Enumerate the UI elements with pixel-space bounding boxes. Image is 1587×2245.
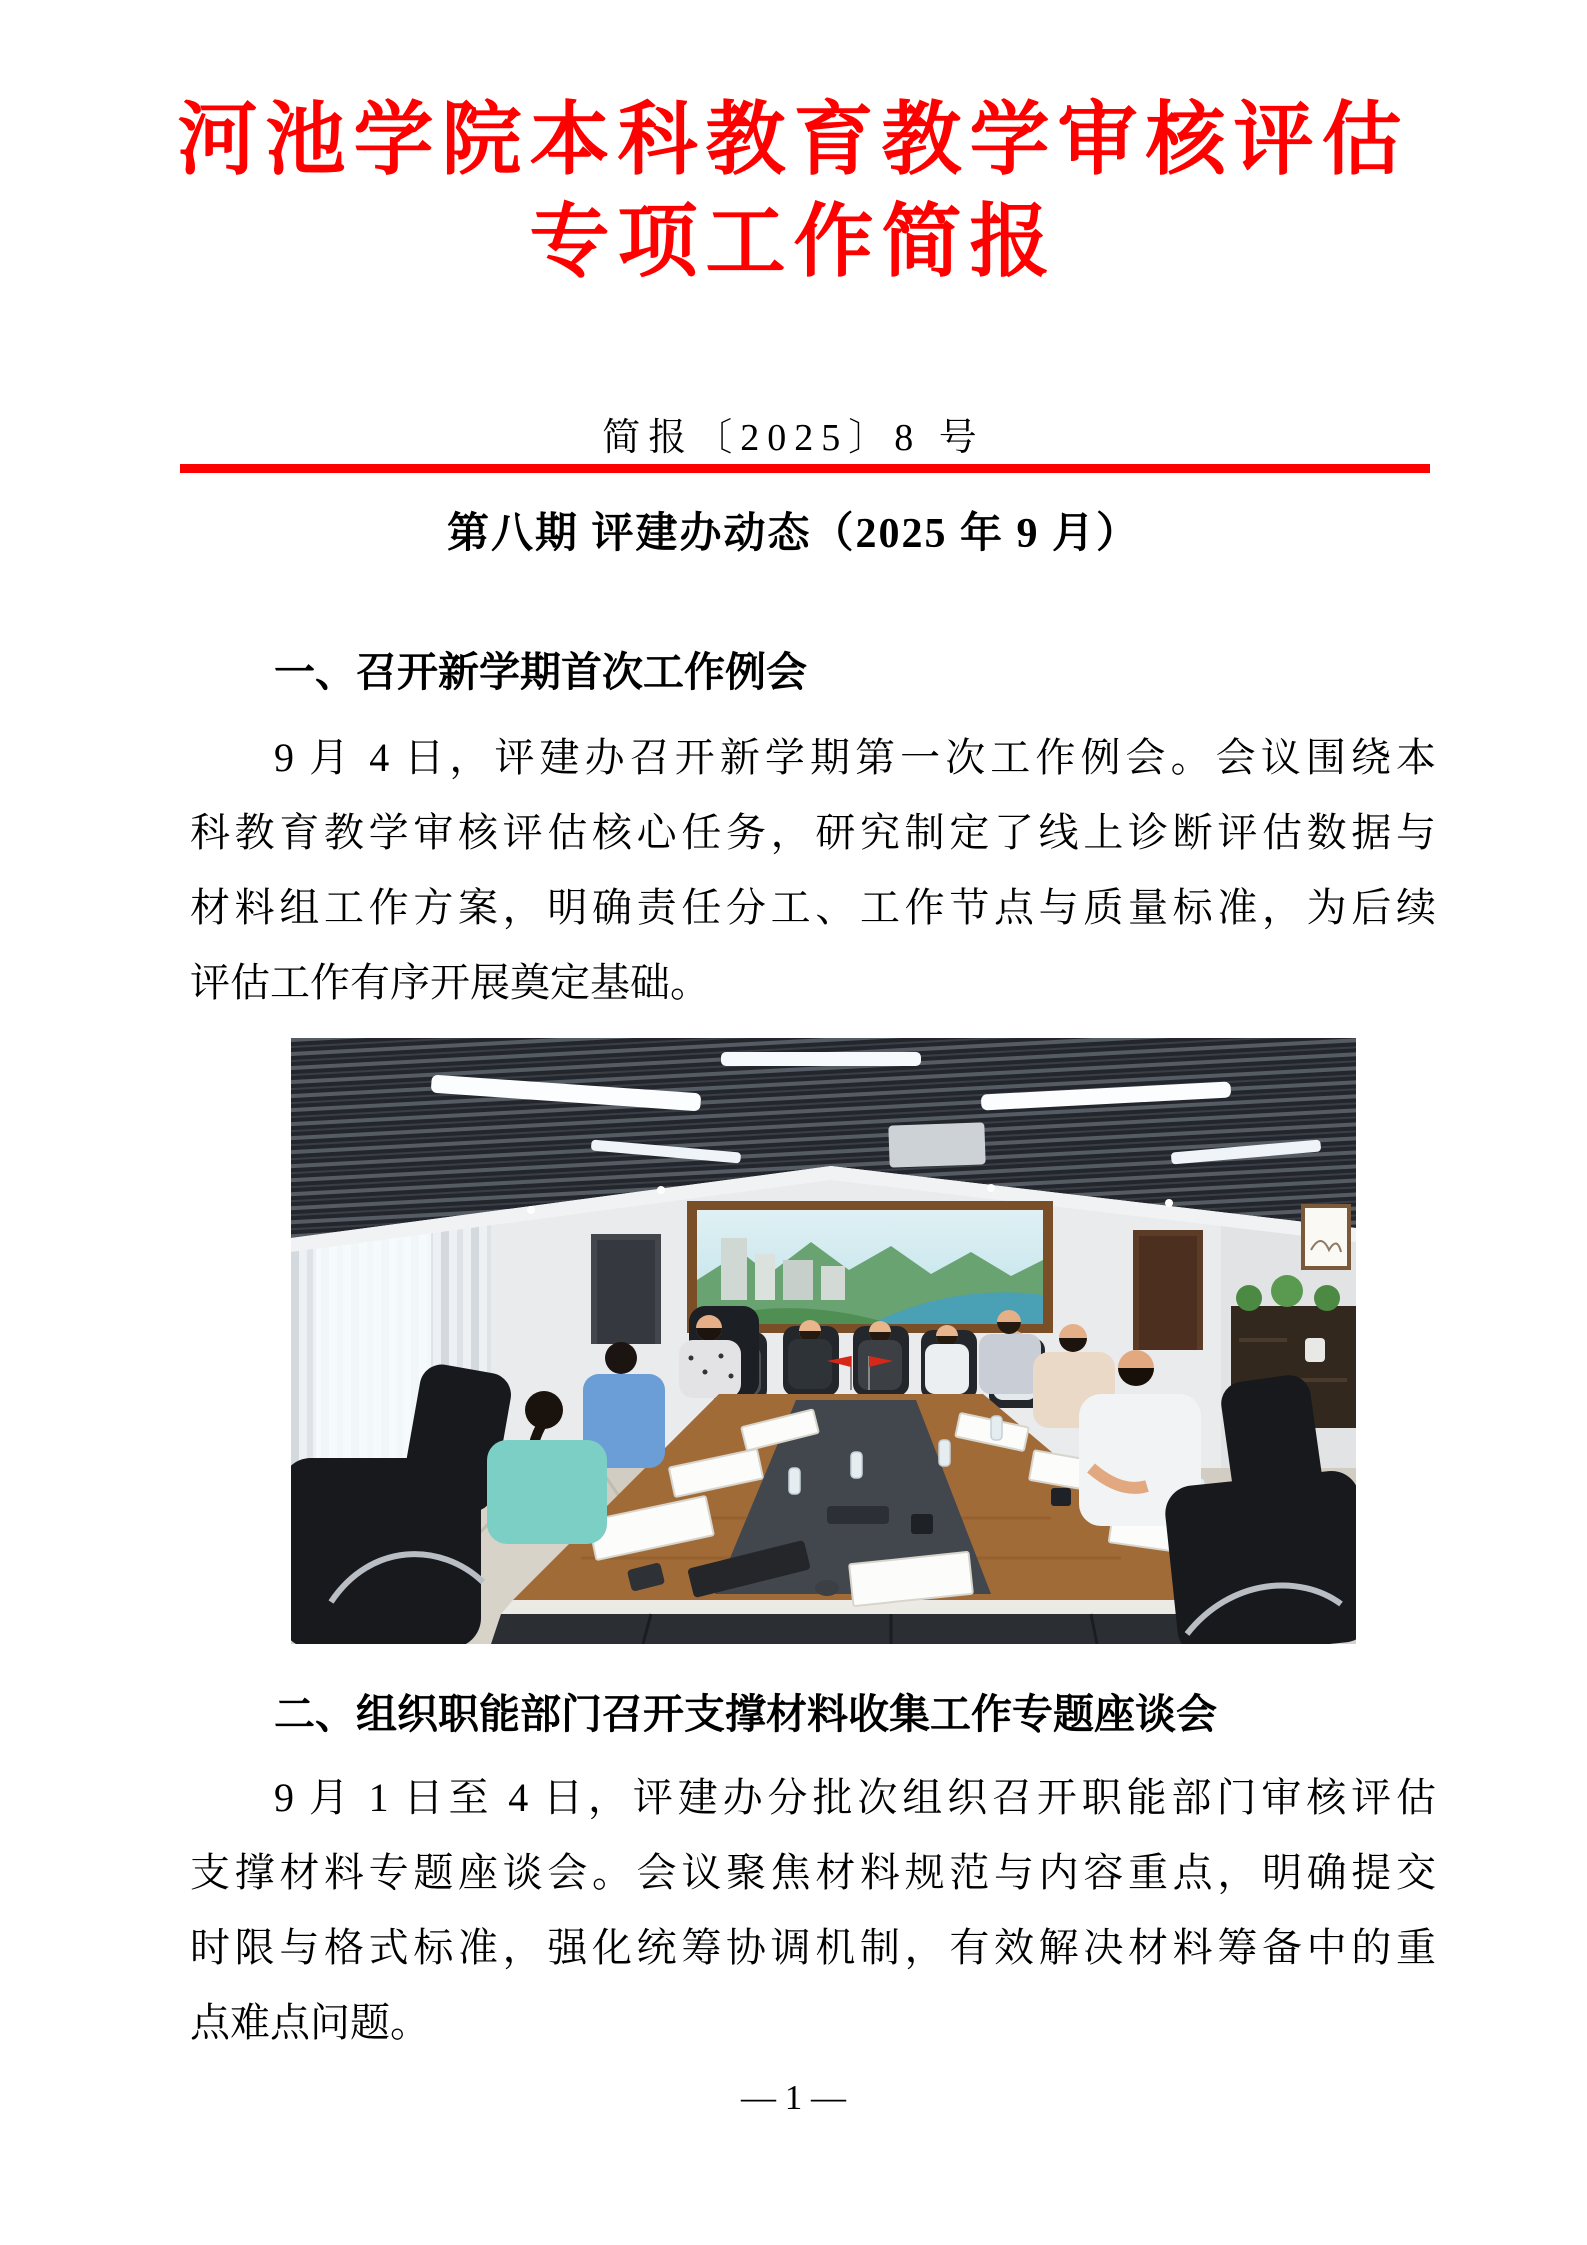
paragraph-line: 9 月 4 日，评建办召开新学期第一次工作例会。会议围绕本: [274, 735, 1436, 780]
paragraph-line: 支撑材料专题座谈会。会议聚焦材料规范与内容重点，明确提交: [190, 1850, 1436, 1895]
issue-number: 简报〔2025〕8 号: [602, 417, 985, 459]
meeting-photo: [291, 1038, 1356, 1644]
paragraph-line: 时限与格式标准，强化统筹协调机制，有效解决材料筹备中的重: [190, 1925, 1436, 1970]
document-title-line-1: 河池学院本科教育教学审核评估: [177, 97, 1410, 185]
section-1-heading: 一、召开新学期首次工作例会: [274, 649, 807, 695]
section-2-paragraph: [190, 1760, 1436, 2060]
red-divider: [180, 464, 1430, 473]
section-2-heading: 二、组织职能部门召开支撑材料收集工作专题座谈会: [274, 1691, 1217, 1737]
paragraph-line: 点难点问题。: [190, 2000, 430, 2045]
paragraph-line: 材料组工作方案，明确责任分工、工作节点与质量标准，为后续: [190, 885, 1436, 930]
document-title-line-2: 专项工作简报: [529, 199, 1058, 287]
page-number: — 1 —: [741, 2078, 846, 2117]
edition-heading: 第八期 评建办动态（2025 年 9 月）: [446, 511, 1140, 557]
section-1-paragraph: [190, 720, 1436, 1020]
paragraph-line: 9 月 1 日至 4 日，评建办分批次组织召开职能部门审核评估: [274, 1775, 1436, 1820]
paragraph-line: 科教育教学审核评估核心任务，研究制定了线上诊断评估数据与: [190, 810, 1436, 855]
meeting-room-illustration: [291, 1038, 1356, 1644]
paragraph-line: 评估工作有序开展奠定基础。: [190, 960, 710, 1005]
document-title: [0, 90, 1587, 294]
